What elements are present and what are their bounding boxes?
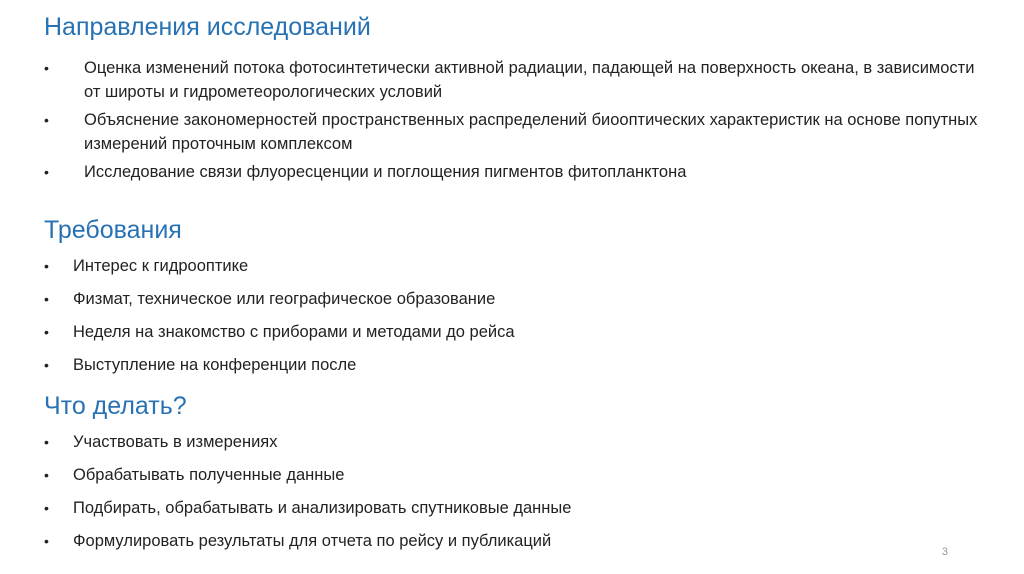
bullet-list (44, 430, 984, 553)
page-number: 3 (941, 546, 948, 558)
list-item-text: Подбирать, обрабатывать и анализировать спутниковые данные (73, 499, 572, 517)
list-item-text: Формулировать результаты для отчета по рейсу и публикаций (73, 532, 552, 550)
bullet-icon: • (44, 324, 49, 340)
list-item-text: Обрабатывать полученные данные (73, 466, 345, 484)
bullet-icon: • (44, 164, 49, 180)
bullet-icon: • (44, 357, 49, 373)
list-item (44, 320, 984, 344)
list-item (44, 108, 984, 156)
list-item (44, 430, 984, 454)
list-item (44, 353, 984, 377)
bullet-icon: • (44, 533, 49, 549)
bullet-icon: • (44, 500, 49, 516)
section-research-directions (44, 12, 984, 188)
bullet-icon: • (44, 112, 49, 128)
bullet-icon: • (44, 291, 49, 307)
list-item (44, 529, 984, 553)
bullet-list (44, 254, 984, 377)
list-item (44, 160, 984, 184)
list-item-text: Объяснение закономерностей пространственных распределений биооптических характеристик на основе попутных измерений проточным комплексом (84, 111, 978, 153)
list-item (44, 287, 984, 311)
section-heading: Что делать? (44, 392, 187, 420)
list-item-text: Интерес к гидрооптике (73, 257, 249, 275)
bullet-icon: • (44, 467, 49, 483)
list-item-text: Оценка изменений потока фотосинтетически активной радиации, падающей на поверхность океана, в зависимости от широты и гидрометеорологических условий (84, 59, 975, 101)
bullet-icon: • (44, 434, 49, 450)
list-item (44, 254, 984, 278)
list-item-text: Участвовать в измерениях (73, 433, 278, 451)
bullet-icon: • (44, 258, 49, 274)
section-what-to-do (44, 391, 984, 562)
list-item (44, 463, 984, 487)
section-heading: Направления исследований (44, 13, 371, 41)
list-item-text: Физмат, техническое или географическое образование (73, 290, 496, 308)
bullet-list (44, 56, 984, 184)
list-item-text: Выступление на конференции после (73, 356, 357, 374)
list-item-text: Исследование связи флуоресценции и поглощения пигментов фитопланктона (84, 163, 687, 181)
bullet-icon: • (44, 60, 49, 76)
list-item (44, 56, 984, 104)
section-requirements (44, 215, 984, 386)
list-item (44, 496, 984, 520)
section-heading: Требования (44, 216, 182, 244)
list-item-text: Неделя на знакомство с приборами и методами до рейса (73, 323, 515, 341)
